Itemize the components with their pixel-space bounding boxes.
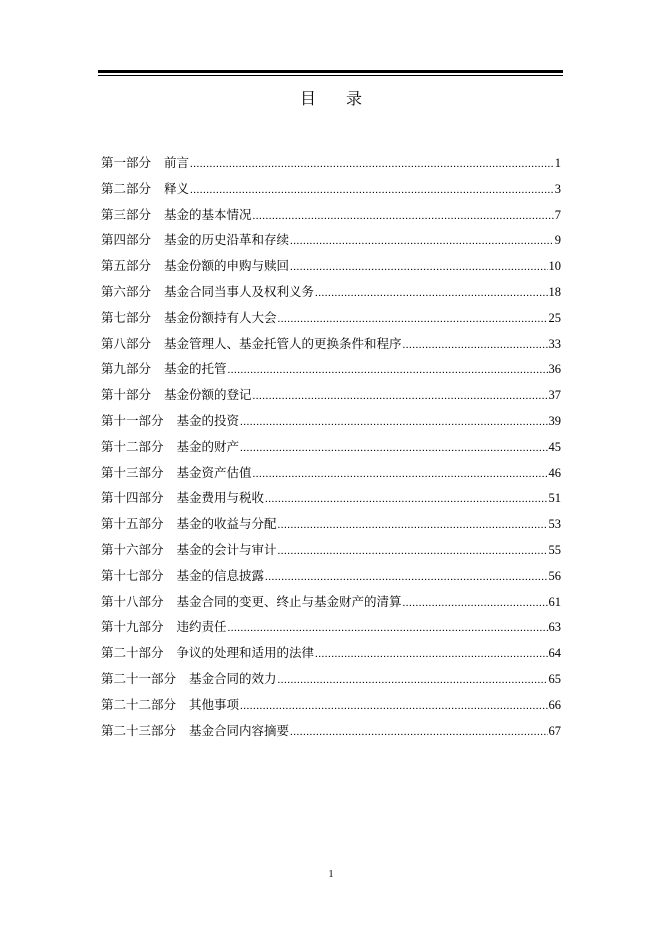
toc-entry-part: 第一部分 (101, 155, 152, 170)
toc-entry-part: 第五部分 (101, 258, 152, 274)
toc-entry[interactable] (101, 692, 561, 718)
header-rule-thick (98, 70, 563, 73)
toc-entry-title: 基金的信息披露 (176, 567, 265, 583)
toc-entry-page: 64 (548, 646, 561, 661)
toc-entry-page: 55 (548, 542, 561, 557)
toc-entry-part: 第十二部分 (101, 438, 164, 454)
toc-entry[interactable] (101, 382, 561, 408)
toc-leader-dots (290, 229, 554, 255)
toc-entry-title: 基金份额的申购与赎回 (164, 258, 290, 274)
toc-entry-page: 7 (554, 207, 561, 222)
toc-entry-part: 第十八部分 (101, 593, 164, 609)
toc-entry[interactable] (101, 227, 561, 253)
toc-entry-page: 63 (548, 620, 561, 635)
toc-entry-title: 基金合同当事人及权利义务 (164, 283, 315, 299)
toc-leader-dots (278, 513, 548, 539)
toc-entry-title: 基金资产估值 (176, 464, 252, 480)
toc-leader-dots (253, 384, 548, 410)
toc-leader-dots (190, 152, 554, 178)
toc-entry[interactable] (101, 253, 561, 279)
page-number: 1 (328, 869, 334, 880)
toc-entry-part: 第九部分 (101, 361, 152, 377)
toc-entry-page: 33 (548, 336, 561, 351)
toc-entry-part: 第十六部分 (101, 541, 164, 557)
toc-entry-page: 37 (548, 388, 561, 403)
toc-entry-page: 9 (554, 233, 561, 248)
toc-entry-part: 第十七部分 (101, 567, 164, 583)
document-title (0, 86, 662, 109)
toc-entry-part: 第二十部分 (101, 645, 164, 661)
toc-entry-title: 违约责任 (176, 619, 227, 635)
toc-entry-page: 10 (548, 259, 561, 274)
toc-entry[interactable] (101, 666, 561, 692)
toc-entry[interactable] (101, 408, 561, 434)
toc-entry-part: 第十四部分 (101, 490, 164, 506)
toc-leader-dots (265, 487, 547, 513)
toc-leader-dots (290, 720, 547, 746)
toc-entry-title: 基金管理人、基金托管人的更换条件和程序 (164, 335, 402, 351)
toc-entry-part: 第十九部分 (101, 619, 164, 635)
toc-entry-part: 第十部分 (101, 387, 152, 403)
toc-entry-title: 基金的托管 (164, 361, 227, 377)
toc-entry-part: 第三部分 (101, 206, 152, 222)
toc-entry-part: 第十一部分 (101, 412, 164, 428)
toc-leader-dots (278, 539, 548, 565)
toc-leader-dots (265, 565, 547, 591)
toc-entry-title: 基金合同的变更、终止与基金财产的清算 (176, 593, 402, 609)
toc-entry-page: 18 (548, 284, 561, 299)
title-char-right: 录 (346, 89, 363, 108)
toc-entry-title: 基金的收益与分配 (176, 516, 277, 532)
toc-leader-dots (253, 204, 554, 230)
toc-entry-title: 基金合同内容摘要 (189, 722, 290, 738)
toc-entry-part: 第二十二部分 (101, 696, 177, 712)
toc-entry[interactable] (101, 460, 561, 486)
toc-leader-dots (240, 694, 547, 720)
toc-entry-title: 基金的基本情况 (164, 206, 252, 222)
toc-entry-part: 第二十一部分 (101, 670, 177, 686)
toc-entry-part: 第六部分 (101, 283, 152, 299)
toc-leader-dots (240, 410, 547, 436)
toc-entry-title: 争议的处理和适用的法律 (176, 645, 315, 661)
toc-entry-title: 基金的历史沿革和存续 (164, 232, 290, 248)
header-rule-thin (98, 75, 563, 76)
toc-entry[interactable] (101, 176, 561, 202)
toc-entry[interactable] (101, 485, 561, 511)
toc-entry[interactable] (101, 434, 561, 460)
toc-entry-title: 基金的投资 (176, 412, 240, 428)
toc-entry-page: 53 (548, 517, 561, 532)
toc-entry[interactable] (101, 537, 561, 563)
toc-entry-part: 第二十三部分 (101, 722, 177, 738)
toc-entry-page: 45 (548, 439, 561, 454)
toc-entry-page: 67 (548, 723, 561, 738)
toc-entry[interactable] (101, 614, 561, 640)
toc-entry[interactable] (101, 150, 561, 176)
toc-entry-part: 第七部分 (101, 309, 152, 325)
toc-entry-title: 前言 (164, 155, 190, 170)
toc-entry-title: 基金的会计与审计 (176, 541, 277, 557)
toc-entry[interactable] (101, 640, 561, 666)
toc-leader-dots (253, 462, 548, 488)
toc-entry-page: 51 (548, 491, 561, 506)
toc-entry[interactable] (101, 279, 561, 305)
title-char-left: 目 (299, 89, 316, 108)
toc-leader-dots (315, 642, 547, 668)
toc-entry-title: 释义 (164, 180, 190, 196)
table-of-contents (101, 150, 561, 743)
toc-leader-dots (228, 616, 548, 642)
toc-entry-title: 基金份额持有人大会 (164, 309, 277, 325)
toc-leader-dots (240, 436, 547, 462)
toc-entry-part: 第二部分 (101, 180, 152, 196)
toc-entry-page: 66 (548, 697, 561, 712)
toc-entry[interactable] (101, 331, 561, 357)
toc-entry-title: 其他事项 (189, 696, 240, 712)
toc-entry-title: 基金合同的效力 (189, 670, 277, 686)
toc-leader-dots (278, 307, 548, 333)
toc-entry-page: 36 (548, 362, 561, 377)
toc-entry-title: 基金份额的登记 (164, 387, 252, 403)
toc-entry[interactable] (101, 305, 561, 331)
toc-entry-title: 基金的财产 (176, 438, 240, 454)
toc-leader-dots (190, 178, 554, 204)
toc-entry-part: 第十三部分 (101, 464, 164, 480)
toc-entry-page: 3 (554, 181, 561, 196)
toc-entry[interactable] (101, 356, 561, 382)
toc-entry[interactable] (101, 589, 561, 615)
toc-leader-dots (278, 668, 548, 694)
toc-entry[interactable] (101, 718, 561, 744)
toc-entry-part: 第八部分 (101, 335, 152, 351)
toc-entry-page: 25 (548, 310, 561, 325)
toc-leader-dots (290, 255, 547, 281)
toc-entry-part: 第十五部分 (101, 516, 164, 532)
toc-leader-dots (228, 358, 548, 384)
toc-entry[interactable] (101, 202, 561, 228)
toc-entry[interactable] (101, 563, 561, 589)
toc-entry-page: 1 (554, 156, 561, 170)
toc-entry-page: 56 (548, 568, 561, 583)
toc-entry-page: 46 (548, 465, 561, 480)
toc-entry-part: 第四部分 (101, 232, 152, 248)
toc-leader-dots (403, 333, 548, 359)
toc-leader-dots (315, 281, 547, 307)
toc-entry-page: 61 (548, 594, 561, 609)
toc-entry[interactable] (101, 511, 561, 537)
toc-leader-dots (403, 591, 548, 617)
toc-entry-title: 基金费用与税收 (176, 490, 265, 506)
toc-entry-page: 39 (548, 413, 561, 428)
toc-entry-page: 65 (548, 671, 561, 686)
